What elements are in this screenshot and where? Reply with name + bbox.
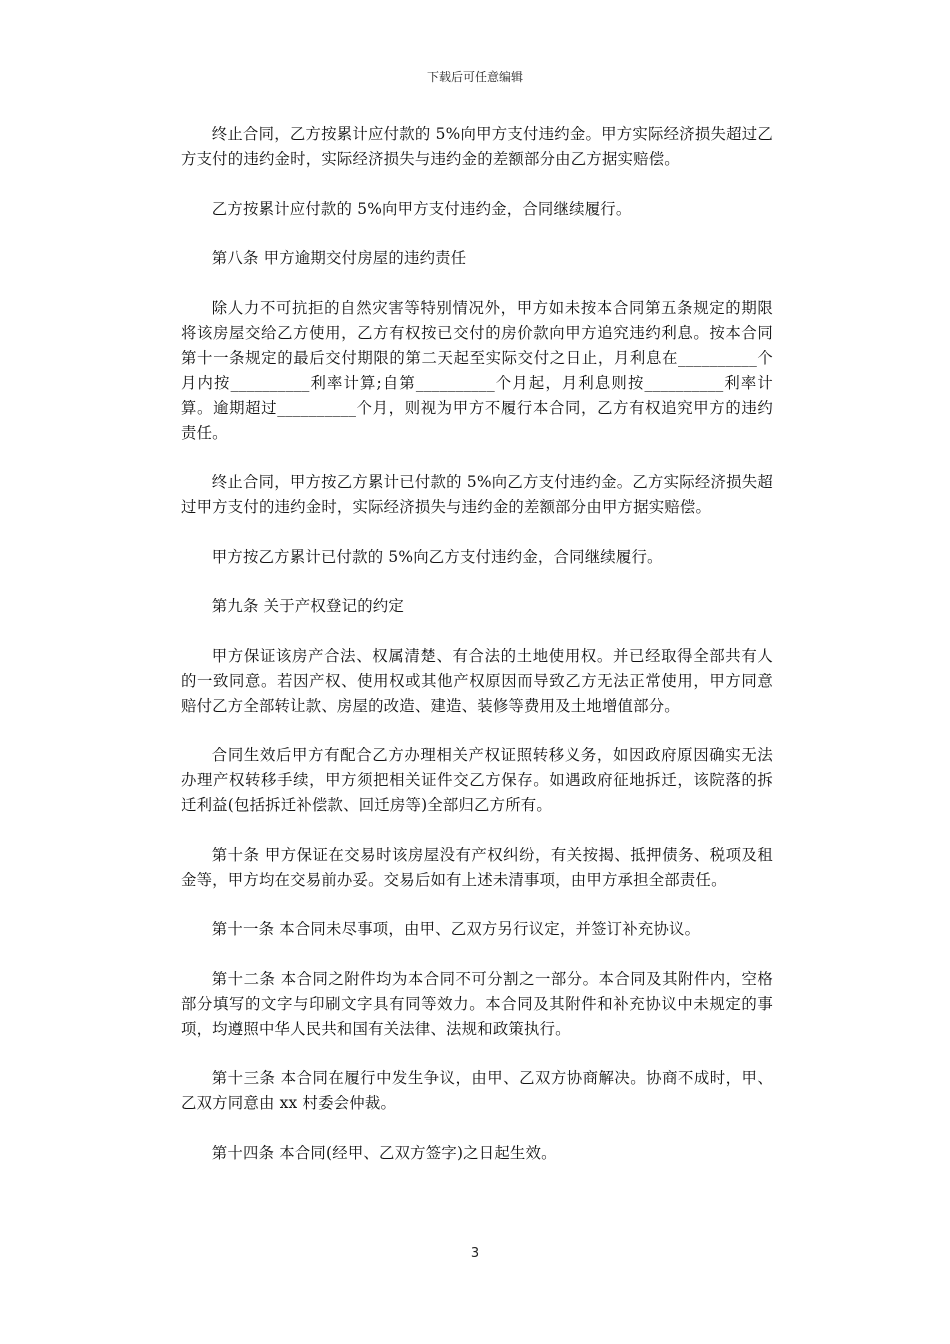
article-8-heading: 第八条 甲方逾期交付房屋的违约责任 bbox=[211, 249, 467, 267]
paragraph-late-delivery: 除人力不可抗拒的自然灾害等特别情况外，甲方如未按本合同第五条规定的期限将该房屋交给乙方使用，乙方有权按已交付的房价款向甲方追究违约利息。按本合同第十一条规定的最后交付期限的第二天起至实际交付之日止，月利息在__________个月内按__________利率计算;自第__________个月起，月利息则按__________利率计算。逾期超过__________个月，则视为甲方不履行本合同，乙方有权追究甲方的违约责任。 bbox=[181, 298, 773, 442]
document-body bbox=[181, 122, 773, 1190]
paragraph-ownership-guarantee: 甲方保证该房产合法、权属清楚、有合法的土地使用权。并已经取得全部共有人的一致同意。若因产权、使用权或其他产权原因而导致乙方无法正常使用，甲方同意赔付乙方全部转让款、房屋的改造、建造、装修等费用及土地增值部分。 bbox=[181, 646, 773, 715]
page-header: 下载后可任意编辑 bbox=[426, 70, 523, 84]
article-9-heading: 第九条 关于产权登记的约定 bbox=[211, 597, 404, 615]
article-11: 第十一条 本合同未尽事项，由甲、乙双方另行议定，并签订补充协议。 bbox=[211, 920, 701, 938]
paragraph-continue-seller: 甲方按乙方累计已付款的 5%向乙方支付违约金，合同继续履行。 bbox=[211, 547, 663, 566]
article-10: 第十条 甲方保证在交易时该房屋没有产权纠纷，有关按揭、抵押债务、税项及租金等，甲方均在交易前办妥。交易后如有上述未清事项，由甲方承担全部责任。 bbox=[181, 845, 773, 889]
article-13: 第十三条 本合同在履行中发生争议，由甲、乙双方协商解决。协商不成时，甲、乙双方同意由 xx 村委会仲裁。 bbox=[181, 1069, 773, 1112]
page-number: 3 bbox=[470, 1246, 480, 1261]
paragraph-continue-buyer: 乙方按累计应付款的 5%向甲方支付违约金，合同继续履行。 bbox=[211, 199, 632, 218]
article-12: 第十二条 本合同之附件均为本合同不可分割之一部分。本合同及其附件内，空格部分填写的文字与印刷文字具有同等效力。本合同及其附件和补充协议中未规定的事项，均遵照中华人民共和国有关法律、法规和政策执行。 bbox=[181, 969, 773, 1038]
paragraph-termination-seller: 终止合同，甲方按乙方累计已付款的 5%向乙方支付违约金。乙方实际经济损失超过甲方支付的违约金时，实际经济损失与违约金的差额部分由甲方据实赔偿。 bbox=[181, 473, 773, 516]
paragraph-title-transfer: 合同生效后甲方有配合乙方办理相关产权证照转移义务，如因政府原因确实无法办理产权转移手续，甲方须把相关证件交乙方保存。如遇政府征地拆迁，该院落的拆迁利益(包括拆迁补偿款、回迁房等)全部归乙方所有。 bbox=[181, 746, 773, 814]
article-14: 第十四条 本合同(经甲、乙双方签字)之日起生效。 bbox=[211, 1143, 557, 1162]
paragraph-termination-buyer: 终止合同，乙方按累计应付款的 5%向甲方支付违约金。甲方实际经济损失超过乙方支付的违约金时，实际经济损失与违约金的差额部分由乙方据实赔偿。 bbox=[181, 125, 773, 168]
